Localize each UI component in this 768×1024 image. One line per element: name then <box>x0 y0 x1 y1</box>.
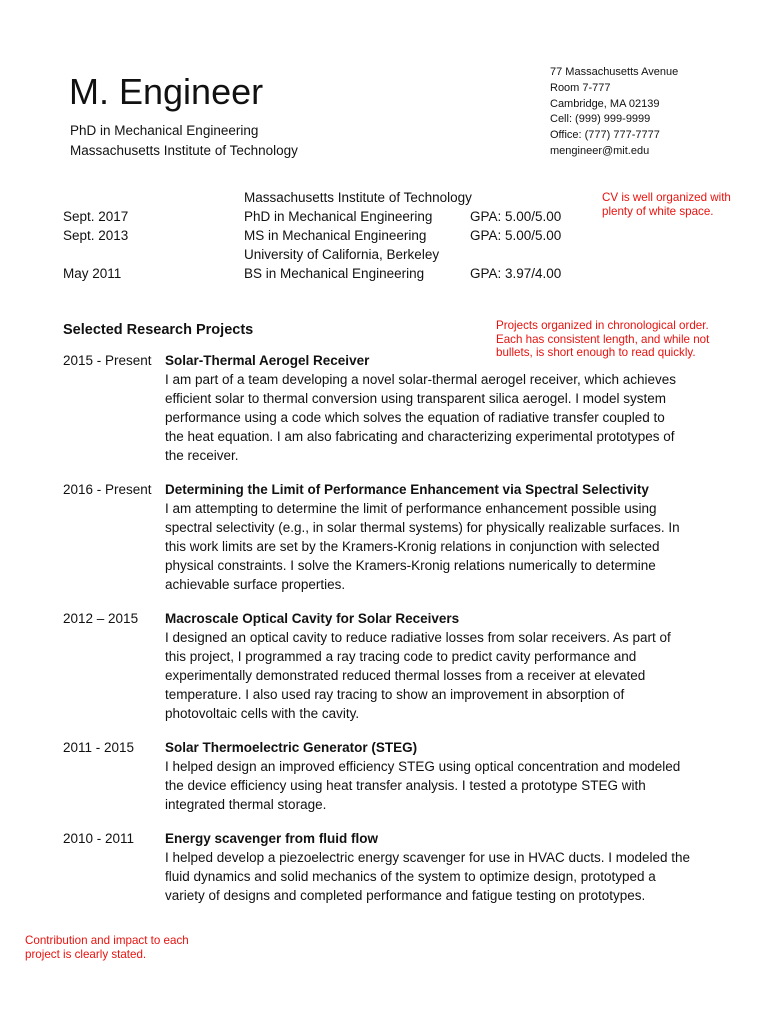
address-line: 77 Massachusetts Avenue <box>550 66 679 78</box>
education-degree: PhD in Mechanical Engineering <box>244 209 433 224</box>
project-description-line: this project, I programmed a ray tracing code to predict cavity performance and <box>165 649 637 664</box>
school-name: University of California, Berkeley <box>244 247 440 262</box>
header-degree: PhD in Mechanical Engineering <box>70 123 259 138</box>
project-description-line: spectral selectivity (e.g., in solar thermal systems) for physically realizable surfaces. In <box>165 520 680 535</box>
project-description-line: performance using a code which solves the equation of radiative transfer coupled to <box>165 410 665 425</box>
project-title: Macroscale Optical Cavity for Solar Receivers <box>165 611 460 626</box>
project-years: 2016 - Present <box>63 482 152 497</box>
annotation-line: project is clearly stated. <box>25 947 147 961</box>
contact-block <box>550 65 678 160</box>
office-phone: Office: (777) 777-7777 <box>550 129 660 142</box>
project-years: 2011 - 2015 <box>63 740 135 755</box>
project-description-line: experimentally demonstrated reduced thermal losses from a receiver at elevated <box>165 668 646 683</box>
project-description-line: achievable surface properties. <box>165 577 346 592</box>
project-years: 2012 – 2015 <box>63 611 139 626</box>
annotation-line: Each has consistent length, and while not <box>496 332 710 346</box>
project-description-line: this work limits are set by the Kramers-Kronig relations in conjunction with selected <box>165 539 660 554</box>
project-description-line: the heat equation. I am also fabricating and characterizing experimental prototypes of <box>165 429 675 444</box>
project-description-line: the receiver. <box>165 448 239 463</box>
project-description-line: I helped develop a piezoelectric energy scavenger for use in HVAC ducts. I modeled the <box>165 850 691 865</box>
education-date: May 2011 <box>63 266 122 281</box>
section-title: Selected Research Projects <box>63 322 254 338</box>
project-title: Solar Thermoelectric Generator (STEG) <box>165 740 418 755</box>
project-description-line: integrated thermal storage. <box>165 797 327 812</box>
annotation-line: Contribution and impact to each <box>25 934 189 947</box>
education-date: Sept. 2013 <box>63 228 129 243</box>
project-description-line: physical constraints. I solve the Kramers-Kronig relations numerically to determine <box>165 558 656 573</box>
annotation-note-contribution <box>25 934 189 961</box>
address-line: Cambridge, MA 02139 <box>550 97 660 110</box>
annotation-line: Projects organized in chronological order. <box>496 319 709 332</box>
cell-phone: Cell: (999) 999-9999 <box>550 113 651 126</box>
education-gpa: GPA: 5.00/5.00 <box>470 209 562 224</box>
project-description-line: I am part of a team developing a novel solar-thermal aerogel receiver, which achieves <box>165 372 677 387</box>
project-description-line: variety of designs and completed performance and fatigue testing on prototypes. <box>165 888 646 903</box>
project-description-line: fluid dynamics and solid mechanics of the system to optimize design, prototyped a <box>165 869 656 884</box>
annotation-line: bullets, is short enough to read quickly. <box>496 346 696 359</box>
project-description-line: photovoltaic cells with the cavity. <box>165 706 360 721</box>
project-description-line: I am attempting to determine the limit of performance enhancement possible using <box>165 501 657 516</box>
education-degree: BS in Mechanical Engineering <box>244 266 425 281</box>
annotation-line: CV is well organized with <box>602 191 731 204</box>
project-description-line: I designed an optical cavity to reduce radiative losses from solar receivers. As part of <box>165 630 671 645</box>
email: mengineer@mit.edu <box>550 144 650 157</box>
project-years: 2010 - 2011 <box>63 831 135 846</box>
education-degree: MS in Mechanical Engineering <box>244 228 427 243</box>
header-institution: Massachusetts Institute of Technology <box>70 143 298 158</box>
education-date: Sept. 2017 <box>63 209 129 224</box>
project-description-line: efficient solar to thermal conversion using transparent silica aerogel. I model system <box>165 391 666 406</box>
annotation-line: plenty of white space. <box>602 204 714 218</box>
project-description-line: temperature. I also used ray tracing to show an improvement in absorption of <box>165 687 625 702</box>
project-title: Determining the Limit of Performance Enhancement via Spectral Selectivity <box>165 482 649 497</box>
education-gpa: GPA: 5.00/5.00 <box>470 228 562 243</box>
school-name: Massachusetts Institute of Technology <box>244 190 472 205</box>
annotation-note-whitespace <box>602 191 731 218</box>
address-line: Room 7-777 <box>550 81 611 94</box>
project-description-line: I helped design an improved efficiency STEG using optical concentration and modeled <box>165 759 681 774</box>
project-title: Energy scavenger from fluid flow <box>165 831 379 846</box>
project-years: 2015 - Present <box>63 353 152 368</box>
project-description-line: the device efficiency using heat transfer analysis. I tested a prototype STEG with <box>165 778 646 793</box>
project-title: Solar-Thermal Aerogel Receiver <box>165 353 370 368</box>
cv-name: M. Engineer <box>69 71 264 112</box>
education-gpa: GPA: 3.97/4.00 <box>470 266 562 281</box>
